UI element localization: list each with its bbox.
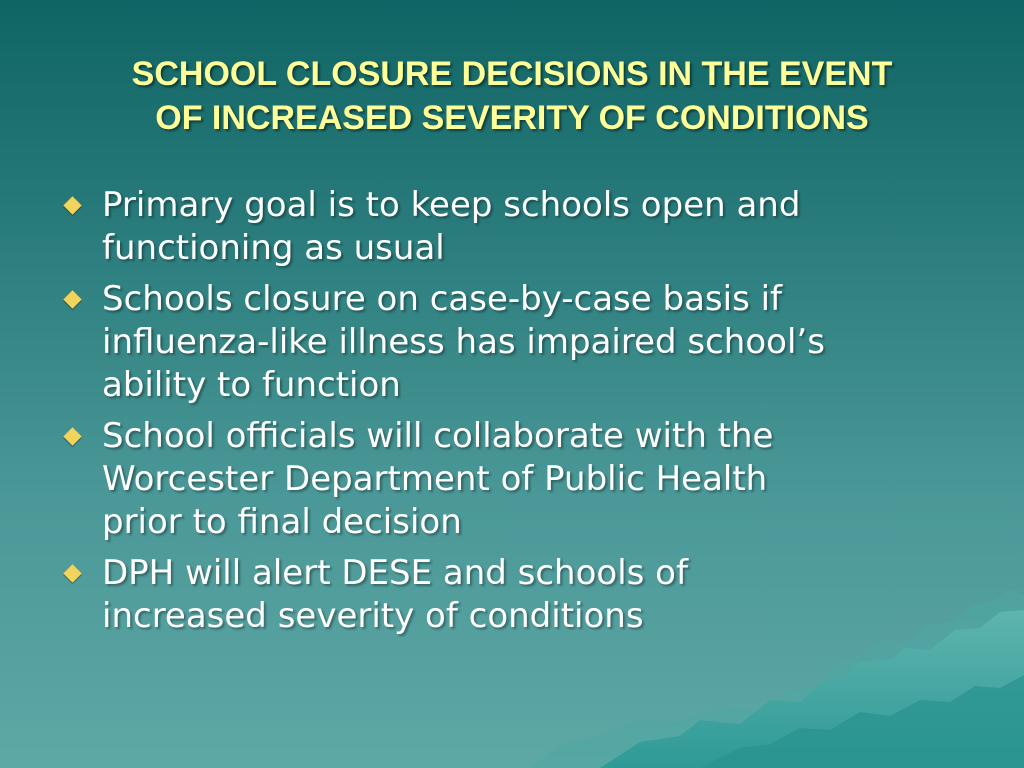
bullet-text-line: Primary goal is to keep schools open and — [102, 185, 801, 225]
diamond-bullet-icon — [63, 290, 81, 308]
diamond-bullet-icon — [63, 564, 81, 582]
slide-title-line-1: SCHOOL CLOSURE DECISIONS IN THE EVENT — [131, 55, 893, 93]
diamond-bullet-icon — [63, 196, 81, 214]
bullet-item — [62, 552, 972, 638]
bullet-text-line: DPH will alert DESE and schools of — [102, 553, 688, 593]
bullet-text-line: Worcester Department of Public Health — [102, 459, 768, 499]
bullet-text-line: functioning as usual — [102, 228, 445, 268]
bullet-text-line: Schools closure on case-by-case basis if — [102, 279, 782, 319]
bullet-text-line: ability to function — [102, 365, 401, 405]
bullet-list — [62, 184, 972, 646]
bullet-item — [62, 278, 972, 407]
bullet-text-line: increased severity of conditions — [102, 596, 644, 636]
bullet-item — [62, 184, 972, 270]
bullet-text-line: prior to final decision — [102, 502, 462, 542]
diamond-bullet-icon — [63, 427, 81, 445]
slide-title-line-2: OF INCREASED SEVERITY OF CONDITIONS — [155, 99, 869, 137]
slide-title — [40, 52, 984, 140]
bullet-text-line: influenza-like illness has impaired school’s — [102, 322, 825, 362]
bullet-text-line: School officials will collaborate with the — [102, 416, 774, 456]
bullet-item — [62, 415, 972, 544]
